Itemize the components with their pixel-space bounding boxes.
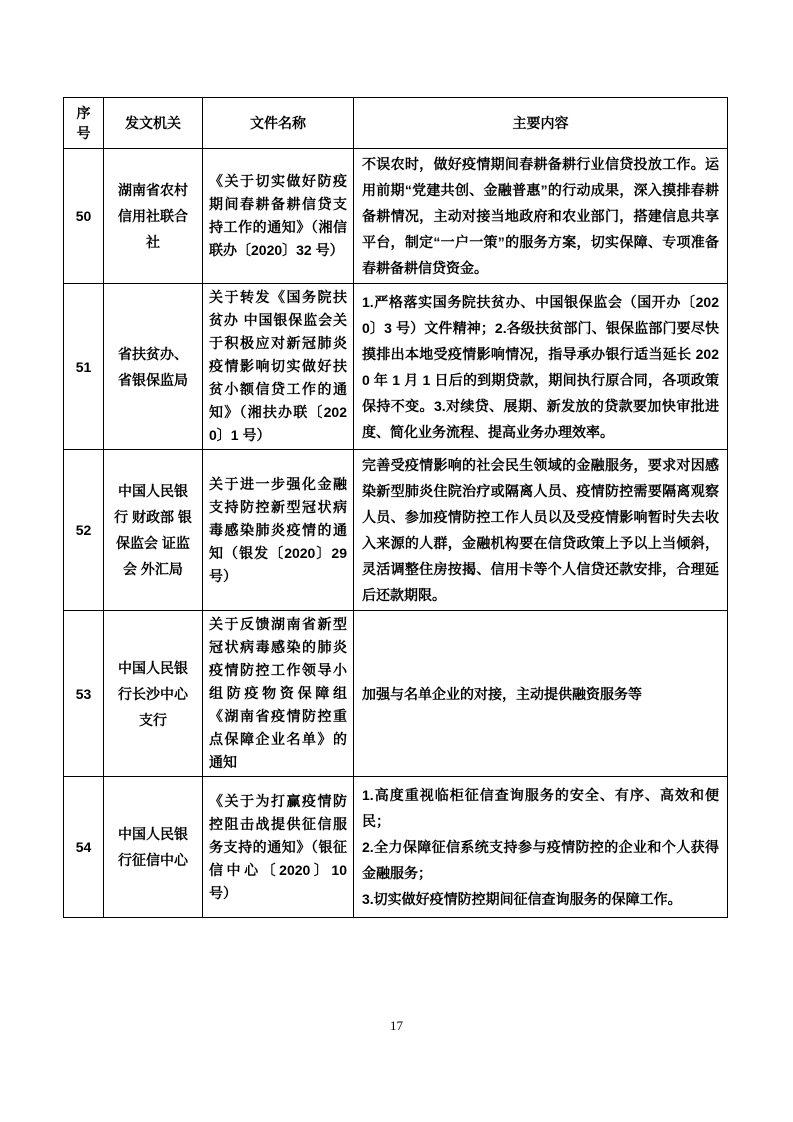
row-main-content: 加强与名单企业的对接，主动提供融资服务等 [354,611,728,777]
row-seq: 54 [64,777,104,918]
table-row [64,777,728,918]
row-doc-title: 关于反馈湖南省新型冠状病毒感染的肺炎疫情防控工作领导小组防疫物资保障组《湖南省疫情防控重点保障企业名单》的通知 [203,611,354,777]
table-header-row [64,98,728,149]
row-main-content: 1.高度重视临柜征信查询服务的安全、有序、高效和便民； 2.全力保障征信系统支持参与疫情防控的企业和个人获得金融服务； 3.切实做好疫情防控期间征信查询服务的保障工作。 [354,777,728,918]
table-row [64,611,728,777]
row-main-content: 不误农时，做好疫情期间春耕备耕行业信贷投放工作。运用前期“党建共创、金融普惠”的行动成果，深入摸排春耕备耕情况，主动对接当地政府和农业部门，搭建信息共享平台，制定“一户一策”的服务方案，切实保障、专项准备春耕备耕信贷资金。 [354,149,728,284]
header-agency: 发文机关 [104,98,203,149]
row-seq: 52 [64,450,104,611]
header-doc-title: 文件名称 [203,98,354,149]
row-agency: 中国人民银行征信中心 [104,777,203,918]
page-number: 17 [390,1018,403,1033]
row-doc-title: 关于进一步强化金融支持防控新型冠状病毒感染肺炎疫情的通知（银发〔2020〕29 号） [203,450,354,611]
row-doc-title: 《关于切实做好防疫期间春耕备耕信贷支持工作的通知》（湘信联办〔2020〕32 号） [203,149,354,284]
row-seq: 51 [64,284,104,450]
row-doc-title: 关于转发《国务院扶贫办 中国银保监会关于积极应对新冠肺炎疫情影响切实做好扶贫小额信贷工作的通知》（湘扶办联〔2020〕1 号） [203,284,354,450]
row-main-content: 完善受疫情影响的社会民生领域的金融服务，要求对因感染新型肺炎住院治疗或隔离人员、疫情防控需要隔离观察人员、参加疫情防控工作人员以及受疫情影响暂时失去收入来源的人群，金融机构要在信贷政策上予以上当倾斜，灵活调整住房按揭、信用卡等个人信贷还款安排，合理延后还款期限。 [354,450,728,611]
row-agency: 中国人民银行 财政部 银保监会 证监会 外汇局 [104,450,203,611]
row-seq: 53 [64,611,104,777]
header-main-content: 主要内容 [354,98,728,149]
table-row [64,284,728,450]
table-row [64,450,728,611]
row-main-content: 1.严格落实国务院扶贫办、中国银保监会（国开办〔2020〕3 号）文件精神；2.各级扶贫部门、银保监部门要尽快摸排出本地受疫情影响情况，指导承办银行适当延长 2020 年 1 月 1 日后的到期贷款，期间执行原合同，各项政策保持不变。3.对续贷、展期、新发放的贷款要加快审批进度、简化业务流程、提高业务办理效率。 [354,284,728,450]
row-agency: 省扶贫办、省银保监局 [104,284,203,450]
header-seq: 序号 [64,98,104,149]
policy-documents-table [63,97,728,918]
row-agency: 湖南省农村信用社联合社 [104,149,203,284]
table-row [64,149,728,284]
row-agency: 中国人民银行长沙中心支行 [104,611,203,777]
row-doc-title: 《关于为打赢疫情防控阻击战提供征信服务支持的通知》（银征信中心〔2020〕10 号） [203,777,354,918]
row-seq: 50 [64,149,104,284]
